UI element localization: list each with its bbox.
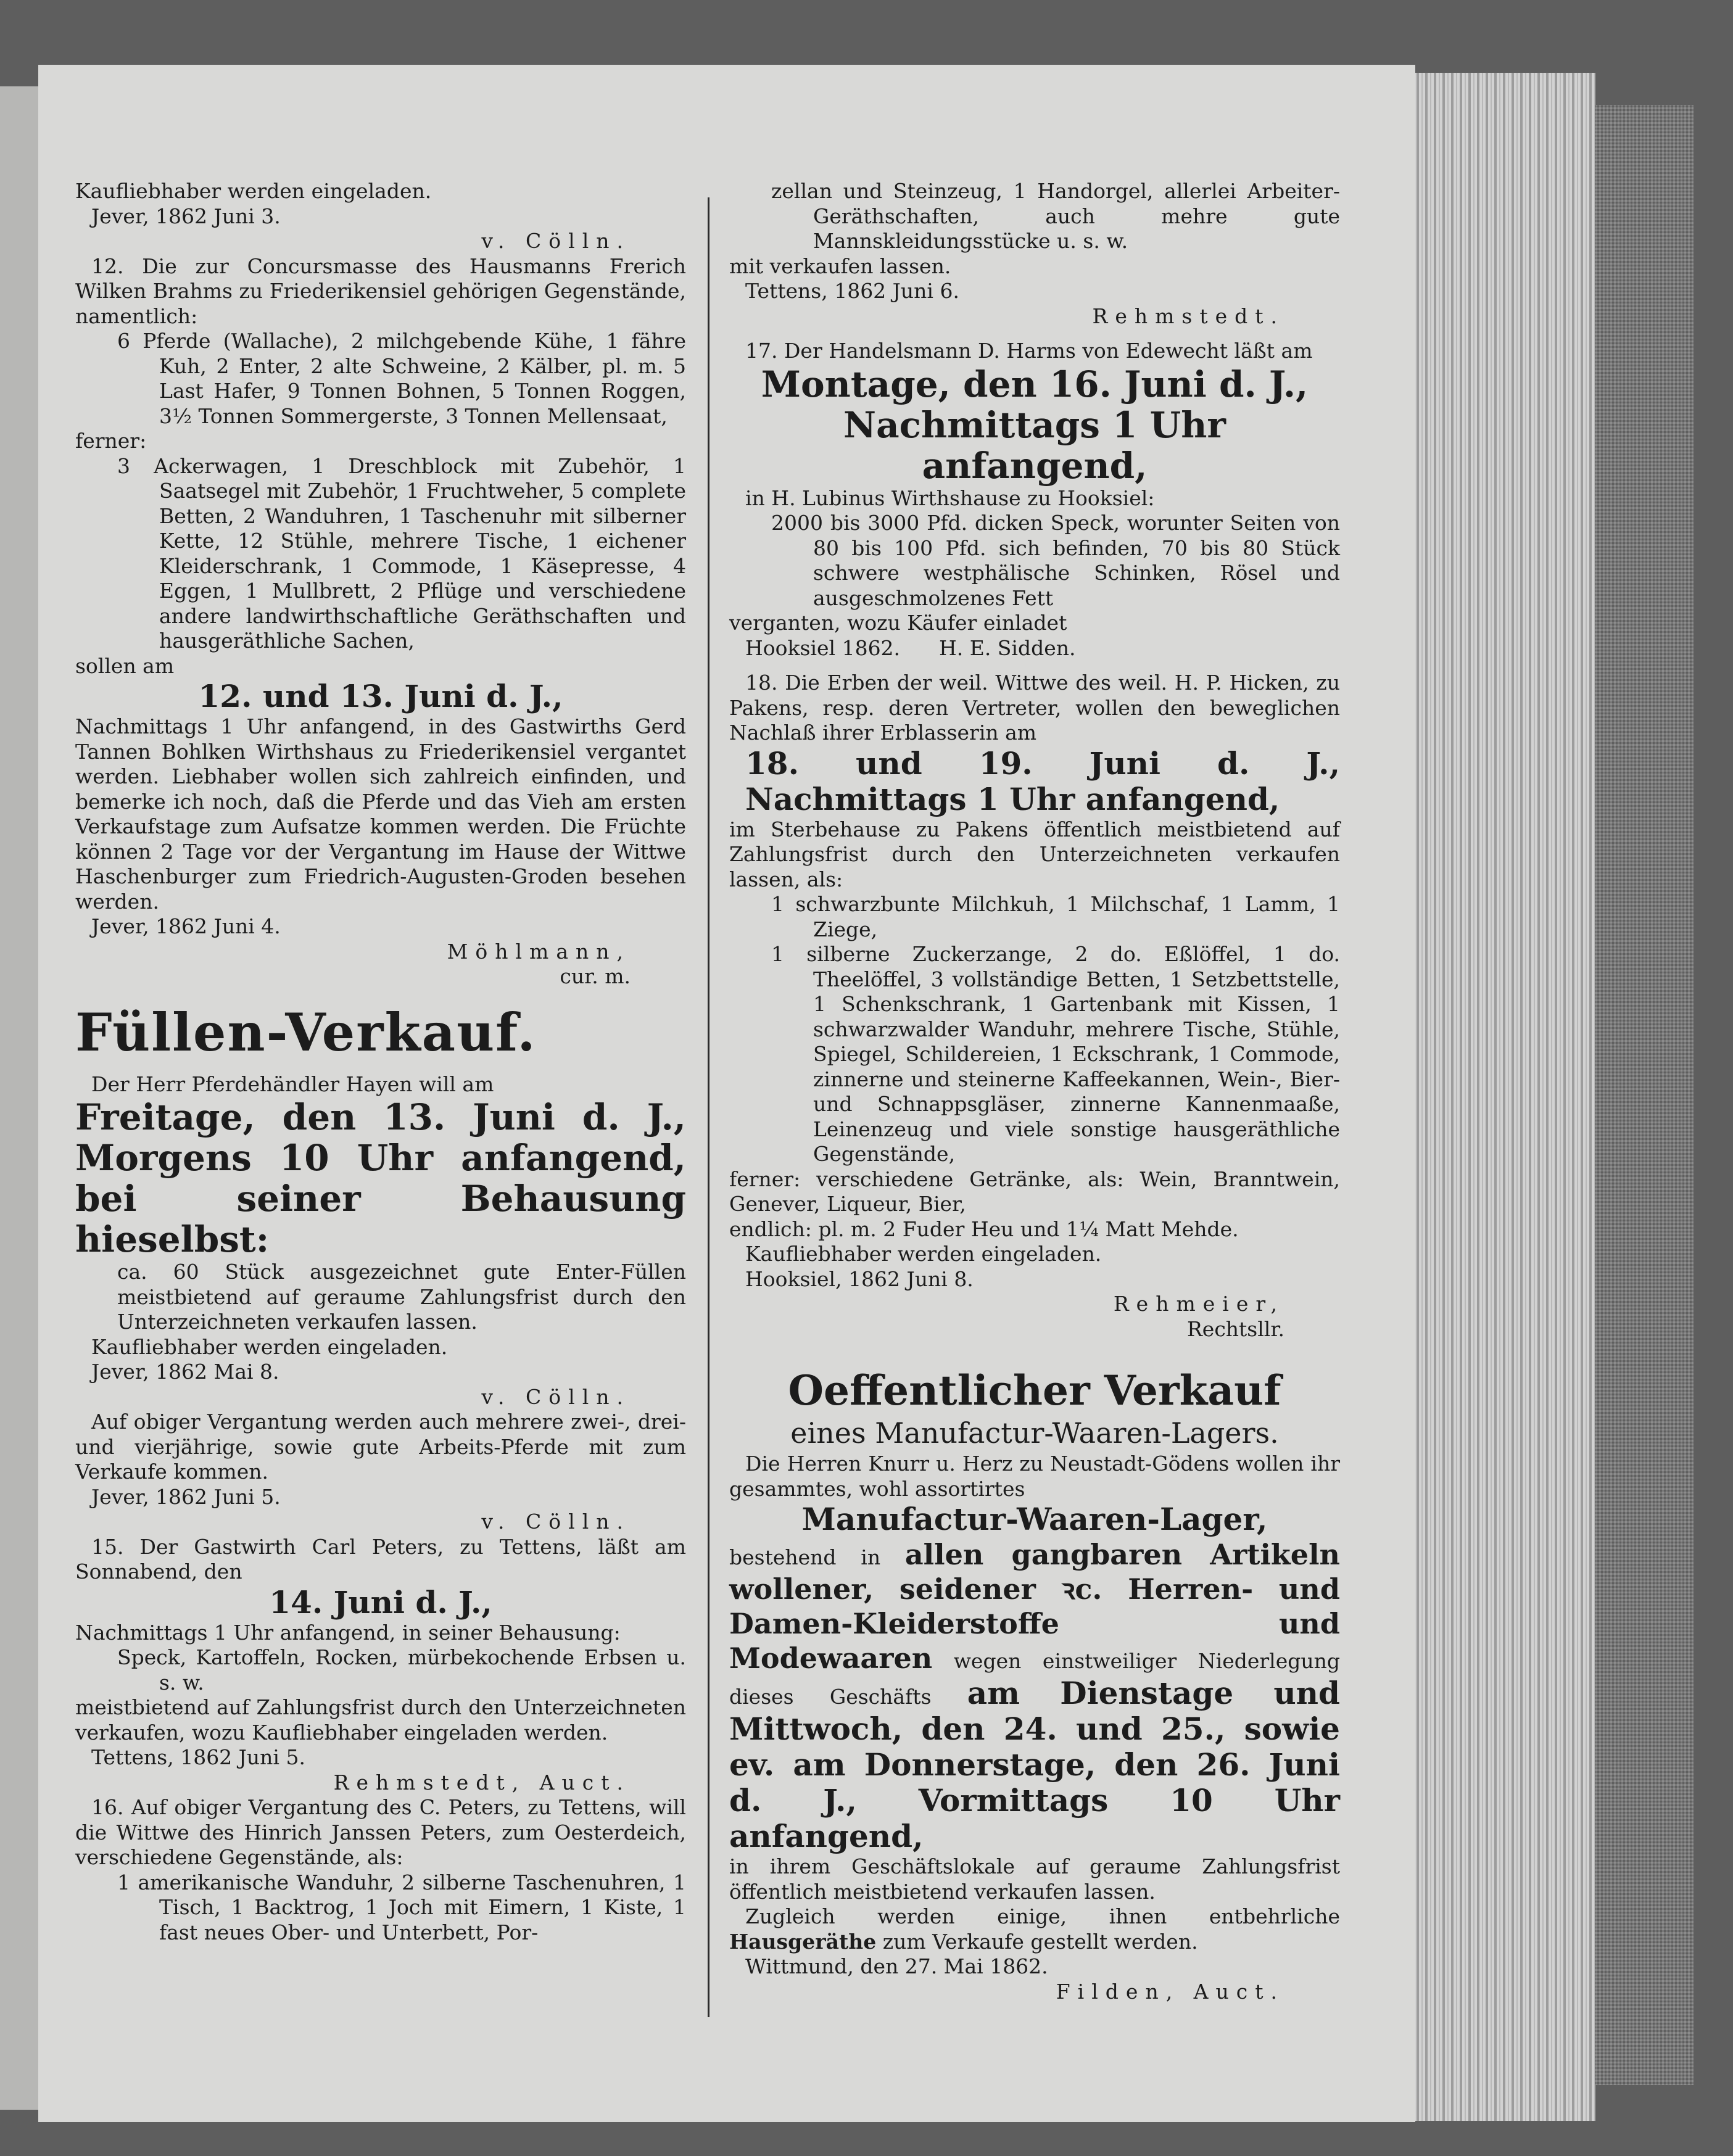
signature: Möhlmann, — [447, 939, 631, 964]
sollen-am: sollen am — [75, 653, 175, 678]
notice-18-livestock: 1 schwarzbunte Milchkuh, 1 Milchschaf, 1 Lamm, 1 Ziege, — [771, 892, 1340, 941]
notice-12-items: 6 Pferde (Wallache), 2 milchgebende Kühe, 1 fähre Kuh, 2 Enter, 2 alte Schweine, 2 Kälber, pl. m. 5 Last Hafer, 9 Tonnen Bohnen, 5 Tonnen Roggen, 3½ Tonnen Sommergerste, 3 Tonnen Mellensaat, — [117, 329, 686, 428]
notice-17-location: in H. Lubinus Wirthshause zu Hooksiel: — [745, 485, 1155, 510]
notice-12-body: Nachmittags 1 Uhr anfangend, in des Gastwirths Gerd Tannen Bohlken Wirthshaus zu Friederikensiel vergantet werden. Liebhaber wollen sich zahlreich einfinden, und bemerke ich noch, daß die Pferde und das Vieh am ersten Verkaufstage zum Aufsatze kommen werden. Die Früchte können 2 Tage vor der Vergantung im Hause der Wittwe Haschenburger zum Friedrich-Augusten-Groden besehen werden. — [75, 714, 686, 914]
ferner-label: ferner: — [75, 429, 147, 453]
notice-18-intro: 18. Die Erben der weil. Wittwe des weil. H. P. Hicken, zu Pakens, resp. deren Vertreter, wollen den beweglichen Nachlaß ihrer Erblasserin am — [729, 671, 1340, 745]
place-date: Jever, 1862 Juni 5. — [91, 1484, 281, 1509]
subheadline-lager: eines Manufactur-Waaren-Lagers. — [790, 1416, 1279, 1450]
place-date: Jever, 1862 Juni 4. — [91, 914, 281, 938]
notice-12-intro: 12. Die zur Concursmasse des Hausmanns Frerich Wilken Brahms zu Friederikensiel gehörigen Gegenstände, namentlich: — [75, 254, 686, 328]
place-date: Jever, 1862 Mai 8. — [91, 1360, 279, 1384]
invitation-line: Kaufliebhaber werden eingeladen. — [91, 1334, 448, 1359]
notice-16-items: 1 amerikanische Wanduhr, 2 silberne Taschenuhren, 1 Tisch, 1 Backtrog, 1 Joch mit Eimern, 1 Kiste, 1 fast neues Ober- und Unterbett, Por- — [117, 1870, 686, 1944]
notice-lager-body-a: bestehend in — [729, 1545, 881, 1569]
notice-15-intro: 15. Der Gastwirth Carl Peters, zu Tettens, läßt am Sonnabend, den — [75, 1534, 686, 1584]
notice-17-items: 2000 bis 3000 Pfd. dicken Speck, worunter Seiten von 80 bis 100 Pfd. sich befinden, 70 bis 80 Stück schwere westphälische Schinken, Rösel und ausgeschmolzenes Fett — [771, 511, 1340, 610]
notice-17-date: Montage, den 16. Juni d. J., Nachmittags 1 Uhr anfangend, — [761, 363, 1309, 487]
notice-16-items-cont: zellan und Steinzeug, 1 Handorgel, allerlei Arbeiter-Geräthschaften, auch mehre gute Mannskleidungsstücke u. s. w. — [771, 179, 1340, 253]
notice-18-date: 18. und 19. Juni d. J., Nachmittags 1 Uhr anfangend, — [745, 745, 1340, 817]
notice-15-date: 14. Juni d. J., — [269, 1584, 492, 1621]
notice-18-household: 1 silberne Zuckerzange, 2 do. Eßlöffel, 1 do. Theelöffel, 3 vollständige Betten, 1 Setzbettstelle, 1 Schenkschrank, 1 Gartenbank mit Kissen, 1 schwarzwalder Wanduhr, mehrere Tische, Stühle, Spiegel, Schildereien, 1 Eckschrank, 1 Commode, zinnerne und steinerne Kaffeekannen, Wein-, Bier- und Schnappsgläser, zinnerne Kannenmaaße, Leinenzeug und viele sonstige hausgeräthliche Gegenstände, — [771, 942, 1340, 1166]
place-date: Tettens, 1862 Juni 6. — [745, 279, 959, 303]
notice-fuellen-body: ca. 60 Stück ausgezeichnet gute Enter-Füllen meistbietend auf geraume Zahlungsfrist durch den Unterzeichneten verkaufen lassen. — [117, 1260, 686, 1334]
notice-fuellen-addendum: Auf obiger Vergantung werden auch mehrere zwei-, drei- und vierjährige, sowie gute Arbeits-Pferde mit zum Verkaufe kommen. — [75, 1410, 686, 1484]
notice-16-intro: 16. Auf obiger Vergantung des C. Peters, zu Tettens, will die Wittwe des Hinrich Janssen Peters, zum Oesterdeich, verschiedene Gegenstände, als: — [75, 1795, 686, 1869]
signature-title: cur. m. — [560, 964, 631, 988]
notice-fuellen-intro: Der Herr Pferdehändler Hayen will am — [91, 1072, 494, 1096]
notice-12-items-2: 3 Ackerwagen, 1 Dreschblock mit Zubehör, 1 Saatsegel mit Zubehör, 1 Fruchtweher, 5 complete Betten, 2 Wanduhren, 1 Taschenuhr mit silberner Kette, 12 Stühle, mehrere Tische, 1 eichener Kleiderschrank, 1 Commode, 1 Käsepresse, 4 Eggen, 1 Mullbrett, 2 Pflüge und verschiedene andere landwirthschaftliche Geräthschaften und hausgeräthliche Sachen, — [117, 453, 686, 653]
signature: Filden, Auct. — [1056, 1979, 1284, 2004]
notice-15-time: Nachmittags 1 Uhr anfangend, in seiner Behausung: — [75, 1620, 621, 1645]
headline-oeffentlicher-verkauf: Oeffentlicher Verkauf — [788, 1366, 1281, 1415]
place-date: Tettens, 1862 Juni 5. — [91, 1745, 305, 1769]
place-date: Hooksiel, 1862 Juni 8. — [745, 1266, 974, 1291]
notice-16-body: mit verkaufen lassen. — [729, 254, 951, 278]
newspaper-page — [38, 65, 1415, 2122]
notice-lager-extra-c: zum Verkaufe gestellt werden. — [882, 1929, 1198, 1954]
signature: Rehmstedt, Auct. — [333, 1770, 631, 1795]
notice-lager-location: in ihrem Geschäftslokale auf geraume Zahlungsfrist öffentlich meistbietend verkaufen lassen. — [729, 1854, 1340, 1904]
place-date: Wittmund, den 27. Mai 1862. — [745, 1954, 1048, 1978]
left-column — [75, 179, 686, 1945]
notice-lager-hausgeraethe: Hausgeräthe — [729, 1929, 877, 1954]
invitation-line: Kaufliebhaber werden eingeladen. — [75, 179, 432, 203]
place-date: Jever, 1862 Juni 3. — [91, 204, 281, 228]
notice-lager-title: Manufactur-Waaren-Lager, — [801, 1501, 1268, 1537]
notice-18-drinks: ferner: verschiedene Getränke, als: Wein, Branntwein, Genever, Liqueur, Bier, — [729, 1167, 1340, 1216]
signature: v. Cölln. — [481, 229, 631, 253]
signature: Rehmeier, — [1113, 1292, 1284, 1316]
book-cover-edge — [1595, 105, 1694, 2085]
notice-fuellen-date: Freitage, den 13. Juni d. J., Morgens 10 Uhr anfangend, bei seiner Behausung hieselbst: — [75, 1096, 686, 1260]
notice-15-items: Speck, Kartoffeln, Rocken, mürbekochende Erbsen u. s. w. — [117, 1645, 686, 1695]
notice-17-body: verganten, wozu Käufer einladet — [729, 611, 1067, 635]
notice-lager-body — [729, 1537, 1340, 1854]
invitation-line: Kaufliebhaber werden eingeladen. — [745, 1242, 1102, 1266]
place-date-signature: Hooksiel 1862. H. E. Sidden. — [745, 635, 1076, 660]
signature-title: Rechtsllr. — [1186, 1316, 1284, 1341]
right-column — [729, 179, 1340, 2004]
notice-18-body: im Sterbehause zu Pakens öffentlich meistbietend auf Zahlungsfrist durch den Unterzeichneten verkaufen lassen, als: — [729, 817, 1340, 891]
signature: Rehmstedt. — [1092, 304, 1284, 328]
headline-fuellen-verkauf: Füllen-Verkauf. — [75, 1001, 537, 1063]
notice-lager-articles: allen gangbaren Artikeln wollener, seidener ꝛc. Herren- und Damen-Kleiderstoffe und Modewaaren — [729, 1538, 1340, 1675]
notice-lager-extra — [729, 1904, 1340, 1954]
notice-12-date: 12. und 13. Juni d. J., — [198, 678, 563, 714]
column-divider — [708, 197, 709, 2017]
notice-18-hay: endlich: pl. m. 2 Fuder Heu und 1¼ Matt Mehde. — [729, 1216, 1239, 1241]
notice-lager-body-c: wegen einstweiliger Niederlegung dieses Geschäfts — [729, 1649, 1340, 1709]
notice-lager-dates: am Dienstage und Mittwoch, den 24. und 25., sowie ev. am Donnerstage, den 26. Juni d. J., Vormittags 10 Uhr anfangend, — [729, 1675, 1340, 1854]
signature: v. Cölln. — [481, 1510, 631, 1534]
notice-15-body: meistbietend auf Zahlungsfrist durch den Unterzeichneten verkaufen, wozu Kaufliebhaber eingeladen werden. — [75, 1695, 686, 1745]
notice-17-intro: 17. Der Handelsmann D. Harms von Edewecht läßt am — [745, 339, 1313, 363]
notice-lager-intro: Die Herren Knurr u. Herz zu Neustadt-Gödens wollen ihr gesammtes, wohl assortirtes — [729, 1452, 1340, 1501]
page-stack-edge — [1413, 73, 1595, 2121]
notice-lager-extra-a: Zugleich werden einige, ihnen entbehrliche — [745, 1904, 1340, 1928]
signature: v. Cölln. — [481, 1384, 631, 1409]
